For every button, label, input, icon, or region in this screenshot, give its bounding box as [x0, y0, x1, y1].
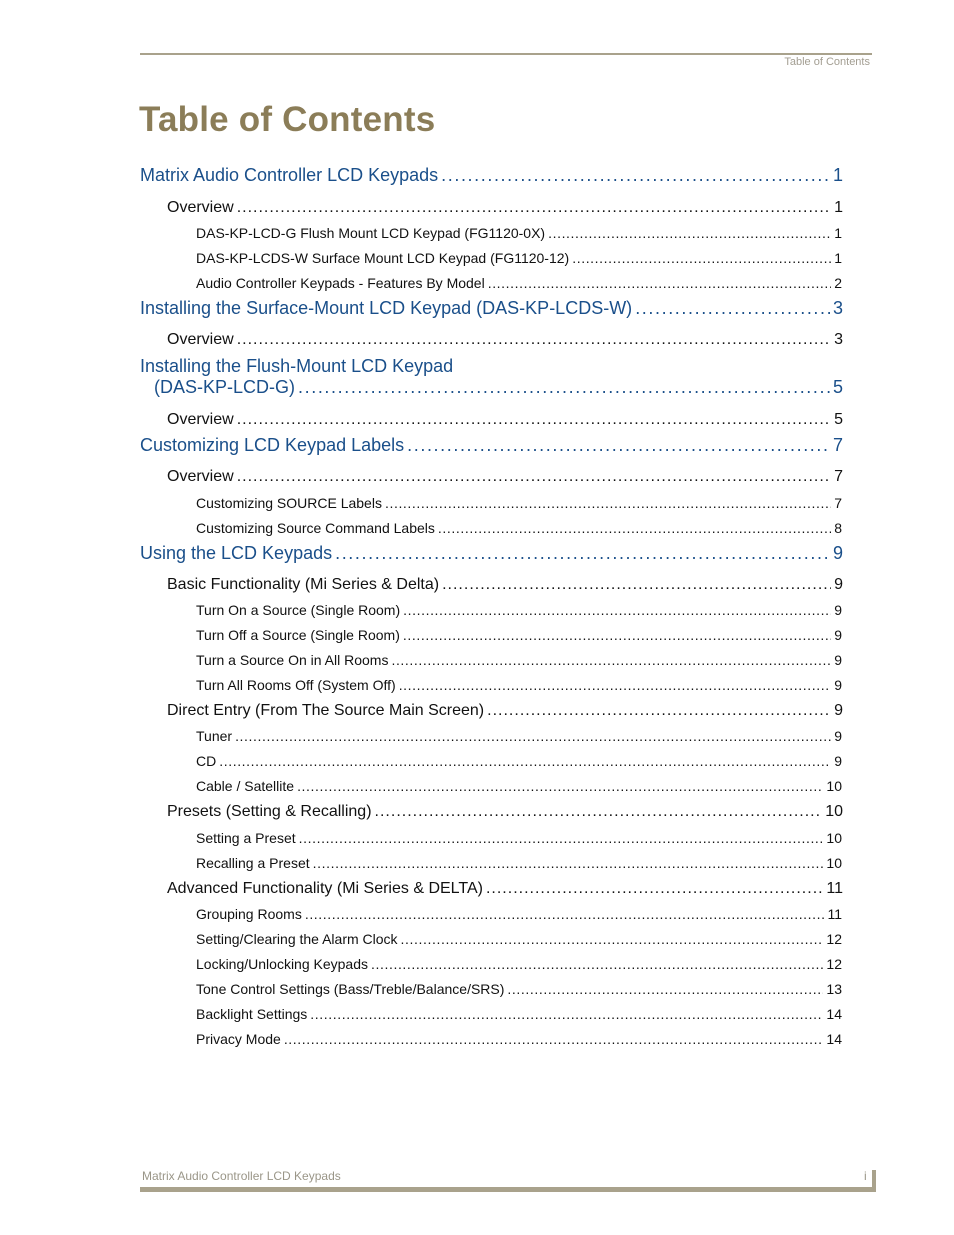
toc-entry-label: CD [196, 753, 217, 769]
toc-entry-label: Turn On a Source (Single Room) [196, 602, 401, 618]
toc-entry[interactable] [196, 602, 842, 618]
toc-entry-page: 1 [834, 250, 842, 266]
toc-entry[interactable] [196, 677, 842, 693]
toc-entry[interactable] [154, 377, 843, 398]
toc-entry[interactable] [140, 543, 843, 564]
toc-entry[interactable] [196, 778, 842, 794]
toc-entry-page: 7 [832, 435, 843, 455]
toc-leader-dots [299, 830, 824, 846]
toc-entry-page: 14 [826, 1031, 842, 1047]
toc-entry[interactable] [140, 298, 843, 319]
toc-entry-page: 8 [834, 520, 842, 536]
toc-leader-dots [298, 377, 830, 398]
toc-entry-page: 10 [826, 830, 842, 846]
toc-entry-label: Overview [167, 331, 234, 348]
toc-entry-label: Turn Off a Source (Single Room) [196, 627, 400, 643]
toc-entry[interactable] [196, 1006, 842, 1022]
toc-entry[interactable] [167, 702, 843, 720]
toc-entry[interactable] [167, 199, 843, 217]
toc-entry-label: Audio Controller Keypads - Features By Model [196, 275, 485, 291]
toc-entry-page: 7 [834, 495, 842, 511]
toc-entry-continued-title[interactable]: Installing the Flush-Mount LCD Keypad [140, 356, 454, 376]
toc-leader-dots [385, 495, 831, 511]
toc-leader-dots [297, 778, 823, 794]
toc-entry-page: 9 [834, 627, 842, 643]
toc-leader-dots [486, 880, 823, 898]
toc-entry-label: Tone Control Settings (Bass/Treble/Balance/SRS) [196, 981, 505, 997]
toc-entry[interactable] [196, 855, 842, 871]
toc-entry-label: Setting/Clearing the Alarm Clock [196, 931, 398, 947]
toc-leader-dots [313, 855, 824, 871]
toc-leader-dots [403, 602, 831, 618]
toc-entry[interactable] [196, 906, 842, 922]
toc-entry-label: DAS-KP-LCDS-W Surface Mount LCD Keypad (FG1120-12) [196, 250, 570, 266]
toc-entry-label: Tuner [196, 728, 233, 744]
toc-leader-dots [488, 275, 832, 291]
toc-entry-page: 1 [834, 199, 843, 216]
toc-entry[interactable] [196, 627, 842, 643]
toc-entry-page: 9 [834, 652, 842, 668]
toc-leader-dots [442, 576, 831, 594]
toc-entry-label: Cable / Satellite [196, 778, 295, 794]
toc-leader-dots [407, 435, 830, 456]
toc-entry[interactable] [196, 931, 842, 947]
toc-entry-page: 3 [832, 298, 843, 318]
toc-entry-label: Customizing SOURCE Labels [196, 495, 382, 511]
toc-entry-label: Backlight Settings [196, 1006, 308, 1022]
toc-entry-label: Privacy Mode [196, 1031, 281, 1047]
toc-entry[interactable] [167, 468, 843, 486]
toc-entry-page: 13 [826, 981, 842, 997]
toc-leader-dots [335, 543, 830, 564]
toc-entry-label: Presets (Setting & Recalling) [167, 803, 372, 820]
toc-entry-label: Installing the Surface-Mount LCD Keypad (DAS-KP-LCDS-W) [140, 298, 633, 318]
toc-entry-page: 5 [832, 377, 843, 397]
toc-entry-label: Matrix Audio Controller LCD Keypads [140, 165, 439, 185]
toc-entry[interactable] [167, 331, 843, 349]
toc-leader-dots [487, 702, 831, 720]
toc-entry-label: Basic Functionality (Mi Series & Delta) [167, 576, 440, 593]
toc-entry-label: Setting a Preset [196, 830, 296, 846]
toc-entry-page: 5 [834, 411, 843, 428]
toc-entry[interactable] [196, 225, 842, 241]
toc-entry-label: Turn All Rooms Off (System Off) [196, 677, 396, 693]
toc-entry[interactable] [167, 880, 843, 898]
toc-leader-dots [235, 728, 831, 744]
toc-leader-dots [441, 165, 830, 186]
toc-entry-label: Direct Entry (From The Source Main Screen) [167, 702, 485, 719]
toc-leader-dots [284, 1031, 824, 1047]
toc-entry[interactable] [140, 165, 843, 186]
toc-leader-dots [310, 1006, 823, 1022]
toc-entry-page: 9 [834, 753, 842, 769]
toc-entry[interactable] [167, 576, 843, 594]
toc-entry-label: Grouping Rooms [196, 906, 302, 922]
toc-entry[interactable] [196, 275, 842, 291]
page-title: Table of Contents [139, 100, 436, 139]
toc-leader-dots [375, 803, 823, 821]
toc-entry-page: 10 [826, 855, 842, 871]
toc-entry-page: 9 [834, 576, 843, 593]
toc-leader-dots [403, 627, 831, 643]
toc-entry-page: 11 [827, 906, 842, 922]
toc-entry-page: 9 [834, 728, 842, 744]
toc-entry-page: 1 [834, 225, 842, 241]
toc-entry[interactable] [140, 435, 843, 456]
toc-entry-label: Locking/Unlocking Keypads [196, 956, 368, 972]
toc-entry-page: 9 [834, 677, 842, 693]
toc-entry-label: Recalling a Preset [196, 855, 310, 871]
toc-entry[interactable] [196, 956, 842, 972]
running-head: Table of Contents [784, 56, 870, 68]
toc-entry-page: 2 [834, 275, 842, 291]
toc-entry-page: 10 [826, 778, 842, 794]
toc-entry-label: Turn a Source On in All Rooms [196, 652, 389, 668]
toc-entry[interactable] [196, 830, 842, 846]
toc-entry-label: Advanced Functionality (Mi Series & DELTA) [167, 880, 483, 897]
toc-entry[interactable] [196, 520, 842, 536]
toc-entry-page: 3 [834, 331, 843, 348]
toc-leader-dots [399, 677, 832, 693]
toc-leader-dots [305, 906, 825, 922]
toc-entry[interactable] [196, 495, 842, 511]
toc-entry[interactable] [196, 1031, 842, 1047]
toc-entry-page: 9 [834, 702, 843, 719]
toc-entry-page: 1 [832, 165, 843, 185]
toc-leader-dots [635, 298, 830, 319]
toc-entry-page: 7 [834, 468, 843, 485]
toc-entry-label: DAS-KP-LCD-G Flush Mount LCD Keypad (FG1120-0X) [196, 225, 546, 241]
toc-leader-dots [572, 250, 831, 266]
toc-leader-dots [219, 753, 831, 769]
toc-entry[interactable] [196, 652, 842, 668]
toc-entry[interactable] [196, 250, 842, 266]
toc-leader-dots [391, 652, 831, 668]
toc-entry[interactable] [196, 981, 842, 997]
toc-leader-dots [237, 411, 831, 429]
toc-entry-label: Using the LCD Keypads [140, 543, 333, 563]
toc-entry-page: 9 [834, 602, 842, 618]
toc-entry[interactable] [196, 728, 842, 744]
toc-entry-page: 12 [826, 931, 842, 947]
toc-leader-dots [507, 981, 823, 997]
toc-entry-label: Customizing Source Command Labels [196, 520, 435, 536]
toc-leader-dots [401, 931, 824, 947]
toc-entry-page: 14 [826, 1006, 842, 1022]
toc-entry-label: Customizing LCD Keypad Labels [140, 435, 405, 455]
toc-entry-page: 12 [826, 956, 842, 972]
toc-leader-dots [237, 331, 831, 349]
toc-entry[interactable] [167, 803, 843, 821]
footer-title: Matrix Audio Controller LCD Keypads [142, 1169, 341, 1183]
toc-entry-label: Overview [167, 199, 234, 216]
toc-entry-label: (DAS-KP-LCD-G) [154, 377, 296, 397]
toc-entry-page: 9 [832, 543, 843, 563]
toc-entry-label: Overview [167, 468, 234, 485]
toc-entry-page: 10 [825, 803, 843, 820]
toc-entry[interactable] [167, 411, 843, 429]
toc-entry-page: 11 [826, 880, 843, 897]
toc-leader-dots [237, 468, 831, 486]
footer-rule [140, 1187, 876, 1192]
toc-leader-dots [438, 520, 831, 536]
footer-page-number: i [864, 1169, 867, 1183]
toc-entry[interactable] [196, 753, 842, 769]
toc-leader-dots [371, 956, 823, 972]
toc-leader-dots [548, 225, 831, 241]
toc-leader-dots [237, 199, 831, 217]
toc-entry-label: Overview [167, 411, 234, 428]
